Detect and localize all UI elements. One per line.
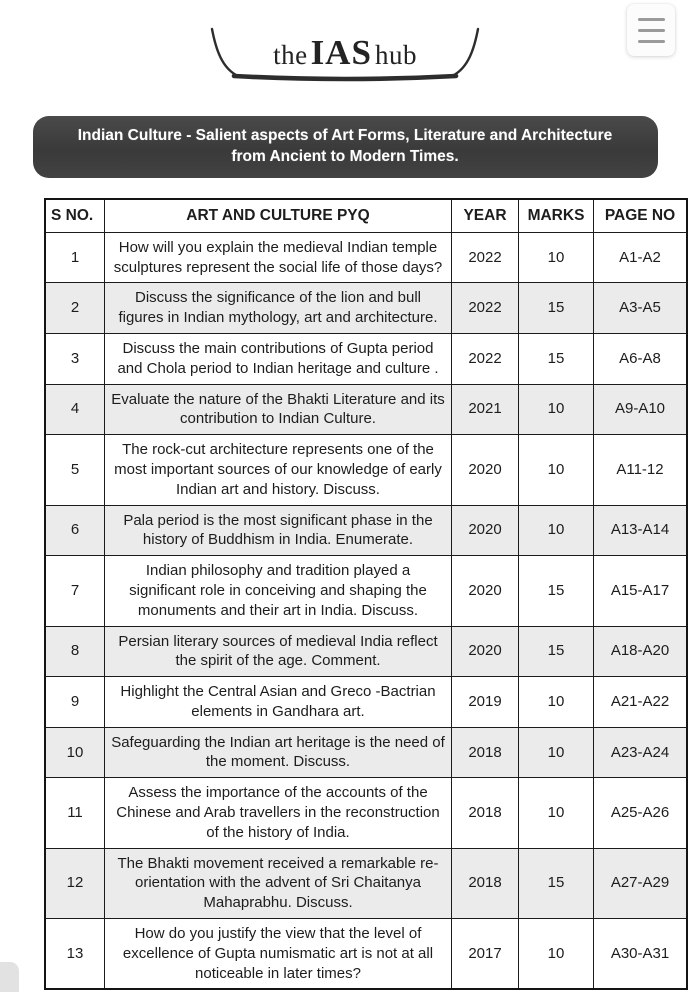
cell-sno: 4 bbox=[45, 384, 105, 435]
cell-marks: 15 bbox=[519, 333, 594, 384]
table-row bbox=[45, 778, 687, 848]
title-banner bbox=[33, 116, 658, 178]
logo-word-the: the bbox=[273, 40, 308, 70]
cell-sno: 2 bbox=[45, 283, 105, 334]
menu-button[interactable] bbox=[627, 4, 675, 56]
column-header-question: ART AND CULTURE PYQ bbox=[105, 199, 452, 233]
cell-page: A3-A5 bbox=[594, 283, 688, 334]
cell-marks: 10 bbox=[519, 727, 594, 778]
cell-page: A27-A29 bbox=[594, 848, 688, 918]
cell-page: A30-A31 bbox=[594, 919, 688, 990]
column-header-marks: MARKS bbox=[519, 199, 594, 233]
cell-year: 2018 bbox=[452, 778, 519, 848]
cell-question: The rock-cut architecture represents one of the most important sources of our knowledge of early Indian art and history. Discuss. bbox=[105, 435, 452, 505]
cell-sno: 3 bbox=[45, 333, 105, 384]
cell-question: Evaluate the nature of the Bhakti Literature and its contribution to Indian Culture. bbox=[105, 384, 452, 435]
cell-question: Assess the importance of the accounts of the Chinese and Arab travellers in the reconstruction of the history of India. bbox=[105, 778, 452, 848]
cell-marks: 10 bbox=[519, 384, 594, 435]
cell-year: 2021 bbox=[452, 384, 519, 435]
cell-marks: 10 bbox=[519, 505, 594, 556]
table-row bbox=[45, 677, 687, 728]
table-row bbox=[45, 232, 687, 283]
cell-page: A25-A26 bbox=[594, 778, 688, 848]
cell-page: A18-A20 bbox=[594, 626, 688, 677]
cell-year: 2018 bbox=[452, 727, 519, 778]
cell-question: Highlight the Central Asian and Greco -Bactrian elements in Gandhara art. bbox=[105, 677, 452, 728]
logo-word-hub: hub bbox=[374, 40, 417, 70]
table-row bbox=[45, 283, 687, 334]
cell-marks: 10 bbox=[519, 778, 594, 848]
cell-sno: 8 bbox=[45, 626, 105, 677]
cell-year: 2017 bbox=[452, 919, 519, 990]
cell-question: How do you justify the view that the level of excellence of Gupta numismatic art is not at all noticeable in later times? bbox=[105, 919, 452, 990]
cell-year: 2018 bbox=[452, 848, 519, 918]
cell-sno: 5 bbox=[45, 435, 105, 505]
cell-page: A1-A2 bbox=[594, 232, 688, 283]
cell-sno: 13 bbox=[45, 919, 105, 990]
cell-page: A13-A14 bbox=[594, 505, 688, 556]
cell-question: How will you explain the medieval Indian temple sculptures represent the social life of those days? bbox=[105, 232, 452, 283]
cell-marks: 15 bbox=[519, 848, 594, 918]
table-row bbox=[45, 848, 687, 918]
cell-question: Safeguarding the Indian art heritage is the need of the moment. Discuss. bbox=[105, 727, 452, 778]
table-row bbox=[45, 626, 687, 677]
cell-sno: 11 bbox=[45, 778, 105, 848]
cell-sno: 12 bbox=[45, 848, 105, 918]
cell-year: 2020 bbox=[452, 505, 519, 556]
logo-word-ias: IAS bbox=[310, 33, 372, 72]
cell-year: 2020 bbox=[452, 556, 519, 626]
cell-page: A6-A8 bbox=[594, 333, 688, 384]
cell-sno: 10 bbox=[45, 727, 105, 778]
cell-question: Persian literary sources of medieval India reflect the spirit of the age. Comment. bbox=[105, 626, 452, 677]
cell-page: A15-A17 bbox=[594, 556, 688, 626]
table-row bbox=[45, 435, 687, 505]
cell-year: 2022 bbox=[452, 232, 519, 283]
logo-text bbox=[205, 33, 485, 73]
banner-line-1: Indian Culture - Salient aspects of Art Forms, Literature and Architecture bbox=[77, 127, 613, 144]
column-header-year: YEAR bbox=[452, 199, 519, 233]
pyq-table bbox=[44, 198, 688, 991]
cell-question: Discuss the main contributions of Gupta period and Chola period to Indian heritage and culture . bbox=[105, 333, 452, 384]
cell-marks: 10 bbox=[519, 677, 594, 728]
table-row bbox=[45, 556, 687, 626]
table-row bbox=[45, 727, 687, 778]
cell-sno: 1 bbox=[45, 232, 105, 283]
cell-year: 2022 bbox=[452, 333, 519, 384]
cell-year: 2020 bbox=[452, 626, 519, 677]
table-row bbox=[45, 384, 687, 435]
cell-sno: 7 bbox=[45, 556, 105, 626]
cell-page: A23-A24 bbox=[594, 727, 688, 778]
cell-marks: 10 bbox=[519, 919, 594, 990]
cell-sno: 9 bbox=[45, 677, 105, 728]
table-row bbox=[45, 919, 687, 990]
ias-hub-logo bbox=[205, 26, 485, 84]
cell-marks: 10 bbox=[519, 435, 594, 505]
cell-marks: 10 bbox=[519, 232, 594, 283]
cell-page: A11-12 bbox=[594, 435, 688, 505]
table-header-row bbox=[45, 199, 687, 233]
cell-question: The Bhakti movement received a remarkable re-orientation with the advent of Sri Chaitanya Mahaprabhu. Discuss. bbox=[105, 848, 452, 918]
cell-marks: 15 bbox=[519, 283, 594, 334]
table-row bbox=[45, 505, 687, 556]
cell-marks: 15 bbox=[519, 556, 594, 626]
cell-page: A9-A10 bbox=[594, 384, 688, 435]
column-header-page: PAGE NO bbox=[594, 199, 688, 233]
cell-marks: 15 bbox=[519, 626, 594, 677]
cell-year: 2022 bbox=[452, 283, 519, 334]
table-row bbox=[45, 333, 687, 384]
bottom-left-tab[interactable] bbox=[0, 962, 19, 992]
cell-question: Discuss the significance of the lion and bull figures in Indian mythology, art and architecture. bbox=[105, 283, 452, 334]
banner-line-2: from Ancient to Modern Times. bbox=[231, 148, 459, 166]
cell-page: A21-A22 bbox=[594, 677, 688, 728]
cell-year: 2019 bbox=[452, 677, 519, 728]
cell-year: 2020 bbox=[452, 435, 519, 505]
column-header-sno: S NO. bbox=[45, 199, 105, 233]
table-body bbox=[45, 232, 687, 989]
hamburger-icon bbox=[638, 18, 665, 43]
cell-question: Pala period is the most significant phase in the history of Buddhism in India. Enumerate. bbox=[105, 505, 452, 556]
cell-question: Indian philosophy and tradition played a significant role in conceiving and shaping the monuments and their art in India. Discuss. bbox=[105, 556, 452, 626]
cell-sno: 6 bbox=[45, 505, 105, 556]
